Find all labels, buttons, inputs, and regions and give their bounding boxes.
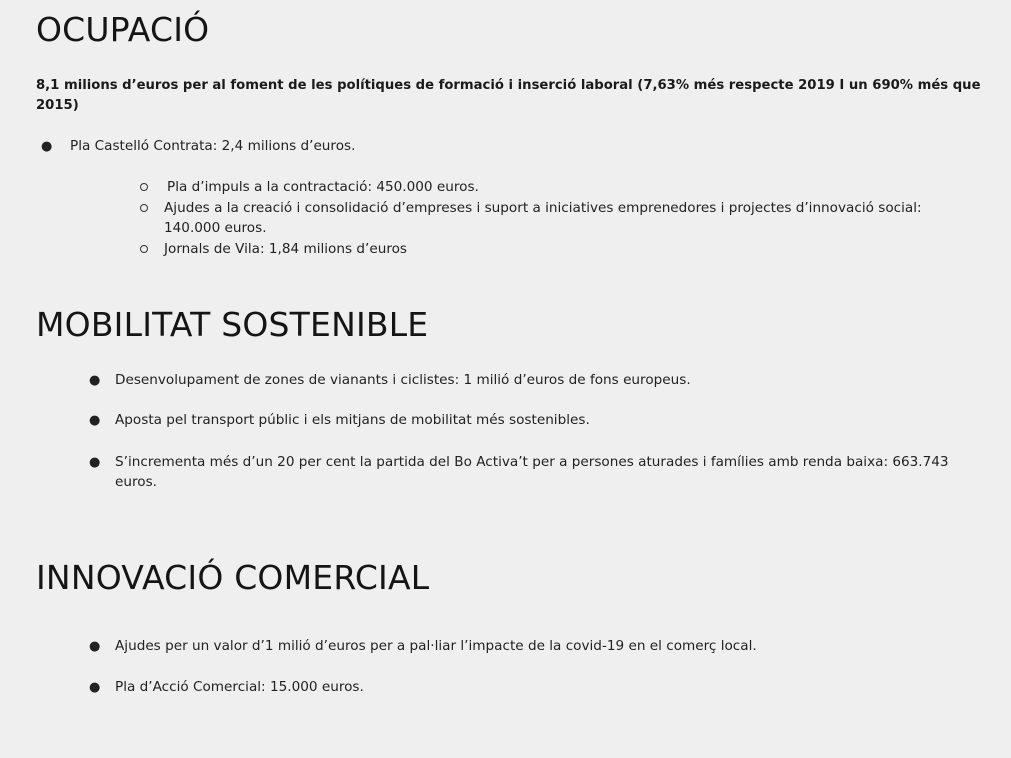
section-title-mobilitat: MOBILITAT SOSTENIBLE	[36, 305, 429, 344]
sub-list-item-impuls: Pla d’impuls a la contractació: 450.000 euros.	[167, 179, 479, 195]
sub-bullet-circle	[140, 183, 148, 191]
bullet-dot: ●	[41, 139, 53, 154]
sub-bullet-circle	[140, 245, 148, 253]
list-item-vianants: Desenvolupament de zones de vianants i ciclistes: 1 milió d’euros de fons europeus.	[115, 372, 691, 388]
sub-list-item-ajudes: Ajudes a la creació i consolidació d’empreses i suport a iniciatives emprenedores i projectes d’innovació social: 140.000 euros.	[164, 200, 922, 236]
list-item-pla-castello: Pla Castelló Contrata: 2,4 milions d’euros.	[70, 138, 356, 154]
list-item-transport: Aposta pel transport públic i els mitjans de mobilitat més sostenibles.	[115, 412, 590, 428]
sub-bullet-circle	[140, 204, 148, 212]
list-item-bo-activat: S’incrementa més d’un 20 per cent la partida del Bo Activa’t per a persones aturades i famílies amb renda baixa: 663.743 euros.	[115, 454, 949, 490]
bullet-dot: ●	[89, 455, 101, 470]
list-item-pla-accio: Pla d’Acció Comercial: 15.000 euros.	[115, 679, 364, 695]
ocupacio-intro: 8,1 milions d’euros per al foment de les polítiques de formació i inserció laboral (7,63% més respecte 2019 I un 690% més que 2015)	[36, 78, 981, 113]
bullet-dot: ●	[89, 680, 101, 695]
bullet-dot: ●	[89, 639, 101, 654]
bullet-dot: ●	[89, 413, 101, 428]
list-item-ajudes-covid: Ajudes per un valor d’1 milió d’euros per a pal·liar l’impacte de la covid-19 en el comerç local.	[115, 638, 757, 654]
section-title-comercial: INNOVACIÓ COMERCIAL	[36, 558, 430, 597]
bullet-dot: ●	[89, 373, 101, 388]
section-title-ocupacio: OCUPACIÓ	[36, 10, 210, 49]
sub-list-item-jornals: Jornals de Vila: 1,84 milions d’euros	[164, 241, 408, 257]
